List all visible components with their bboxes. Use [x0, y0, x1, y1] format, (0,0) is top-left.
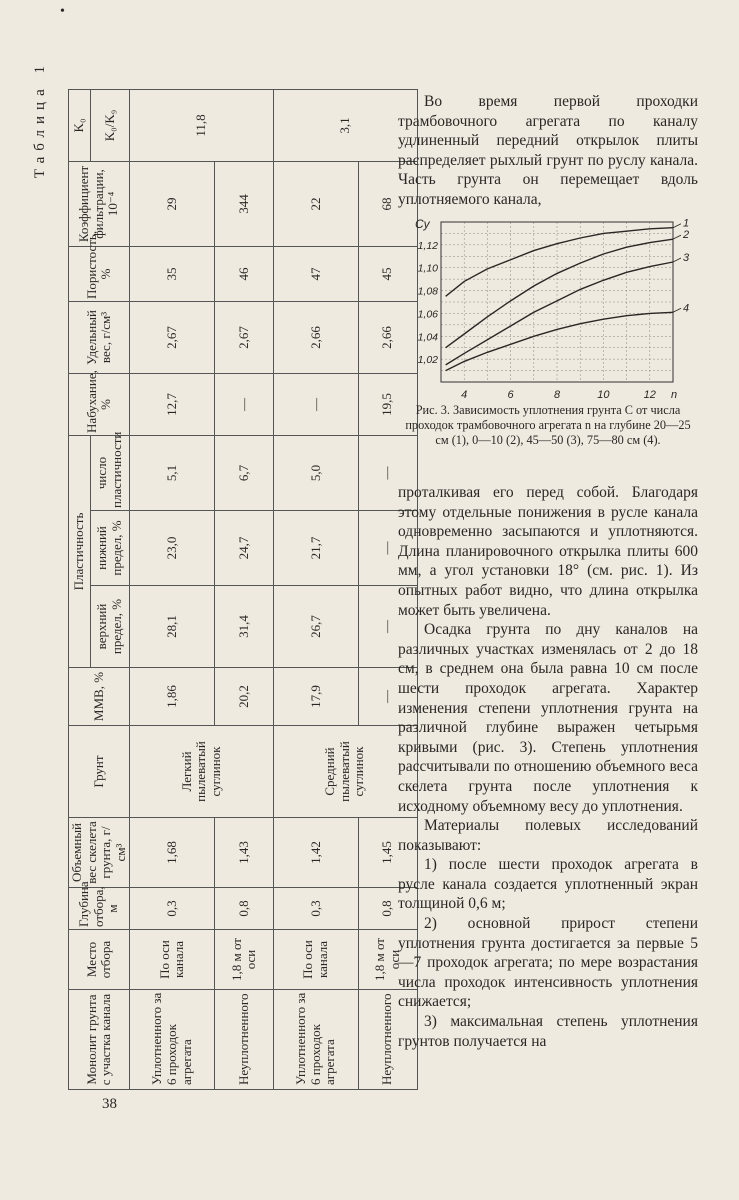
header-upper-limit: верхний предел, % [90, 586, 130, 668]
table-row [215, 89, 274, 1089]
x-axis-label: n [671, 389, 678, 401]
y-tick-label: 1,08 [417, 285, 438, 298]
corner-mark: • [60, 4, 65, 19]
series-line-1 [446, 228, 673, 297]
cell-lower: — [358, 511, 417, 586]
soil-properties-table [68, 89, 418, 1090]
header-row-top [69, 89, 91, 1089]
header-k0-symbol: K₀ [69, 89, 91, 161]
table-caption: Таблица 1 [32, 60, 48, 179]
y-tick-label: 1,02 [417, 354, 438, 367]
figure-caption: Рис. 3. Зависимость уплотнения грунта C от числа проходок трамбовочного агрегата n на глубине 20—25 см (1), 0—10 (2), 45—50 (3), 75—80 см (4). [405, 403, 691, 447]
cell-specific-weight: 2,67 [215, 301, 274, 373]
cell-upper: 26,7 [273, 586, 358, 668]
header-porosity: Пористость, % [69, 246, 130, 301]
cell-swelling: — [273, 373, 358, 435]
rotated-table-block [32, 60, 412, 1090]
cell-density: 1,42 [273, 818, 358, 888]
y-tick-label: 1,06 [417, 308, 438, 321]
cell-swelling: 19,5 [358, 373, 417, 435]
cell-specific-weight: 2,66 [273, 301, 358, 373]
cell-place: 1,8 м от оси [358, 930, 417, 990]
list-item: 2) основной прирост степени уплотнения грунта достигается за первые 5—7 проходок агрегата; по мере возрастания числа проходок интенсивность уплотнения снижается; [398, 915, 698, 1011]
header-density: Объемный вес скелета грунта, г/см³ [69, 818, 130, 888]
header-mmv: ММВ, % [69, 668, 130, 726]
cell-place: По оси канала [130, 930, 215, 990]
cell-lower: 21,7 [273, 511, 358, 586]
series-line-4 [446, 312, 673, 370]
text-top [398, 92, 698, 210]
header-plasticity-number: число пластичности [90, 435, 130, 510]
series-label-2: 2 [683, 229, 690, 242]
header-lower-limit: нижний предел, % [90, 511, 130, 586]
header-place: Место отбора [69, 930, 130, 990]
series-line-2 [446, 239, 673, 348]
series-leader-1 [673, 224, 681, 228]
cell-upper: 28,1 [130, 586, 215, 668]
cell-density: 1,43 [215, 818, 274, 888]
x-tick-label: 10 [597, 389, 610, 401]
cell-depth: 0,3 [130, 888, 215, 930]
cell-specific-weight: 2,66 [358, 301, 417, 373]
y-tick-label: 1,10 [417, 262, 438, 275]
cell-porosity: 45 [358, 246, 417, 301]
header-soil: Грунт [69, 726, 130, 818]
cell-k0: 11,8 [130, 89, 274, 161]
cell-mmv: 1,86 [130, 668, 215, 726]
y-axis-label: Cу [415, 217, 430, 231]
paragraph: Осадка грунта по дну каналов на различных участках изменялась от 2 до 18 см, в среднем она была равна 10 см после шести проходок агрегата. Характер изменения степени уплотнения грунта на различной глубине выражен четырьмя кривыми (рис. 3). Степень уплотнения рассчитывали по отношению объемного веса скелета грунта после уплотнения к исходному объемному весу до уплотнения. [398, 621, 698, 815]
text-main [398, 483, 698, 1051]
list-item: 1) после шести проходок агрегата в русле канала создается уплотненный экран толщиной 0,6 м; [398, 856, 698, 913]
cell-plasticity-number: 6,7 [215, 435, 274, 510]
x-tick-label: 12 [643, 389, 656, 401]
series-leader-3 [673, 258, 681, 262]
cell-specific-weight: 2,67 [130, 301, 215, 373]
cell-swelling: — [215, 373, 274, 435]
cell-place: По оси канала [273, 930, 358, 990]
cell-soil: Средний пылеватый суглинок [273, 726, 417, 818]
cell-density: 1,45 [358, 818, 417, 888]
y-tick-label: 1,12 [417, 239, 438, 252]
cell-lower: 24,7 [215, 511, 274, 586]
y-tick-label: 1,04 [417, 331, 438, 344]
figure-3-chart [405, 210, 705, 406]
cell-porosity: 47 [273, 246, 358, 301]
header-plasticity: Пластичность [69, 435, 91, 667]
cell-filtration: 344 [215, 161, 274, 246]
list-item: 3) максимальная степень уплотнения грунтов получается на [398, 1013, 698, 1050]
series-leader-2 [673, 235, 681, 239]
chart-series [446, 224, 681, 371]
cell-monolith: Неуплотненного [358, 990, 417, 1090]
header-depth: Глубина отбора, м [69, 888, 130, 930]
chart-grid [441, 222, 673, 382]
cell-k0: 3,1 [273, 89, 417, 161]
cell-monolith: Уплотненного за 6 проходок агрегата [273, 990, 358, 1090]
series-label-3: 3 [683, 252, 690, 264]
cell-soil: Легкий пылеватый суглинок [130, 726, 274, 818]
cell-plasticity-number: — [358, 435, 417, 510]
cell-lower: 23,0 [130, 511, 215, 586]
cell-density: 1,68 [130, 818, 215, 888]
x-tick-label: 6 [507, 389, 514, 401]
header-specific-weight: Удельный вес, г/см³ [69, 301, 130, 373]
cell-mmv: — [358, 668, 417, 726]
x-tick-label: 8 [553, 389, 561, 401]
cell-monolith: Неуплотненного [215, 990, 274, 1090]
cell-depth: 0,8 [358, 888, 417, 930]
series-label-4: 4 [683, 302, 690, 315]
cell-swelling: 12,7 [130, 373, 215, 435]
cell-mmv: 17,9 [273, 668, 358, 726]
cell-upper: — [358, 586, 417, 668]
cell-upper: 31,4 [215, 586, 274, 668]
header-monolith: Монолит грунта с участка канала [69, 990, 130, 1090]
header-swelling: Набухание, % [69, 373, 130, 435]
cell-filtration: 22 [273, 161, 358, 246]
table-row [273, 89, 358, 1089]
header-filtration: Коэффициент фильтрации, 10⁻⁴ [69, 161, 130, 246]
paragraph: проталкивая его перед собой. Благодаря этому отдельные понижения в русле канала одновременно засыпаются и уплотняются. Длина планировочного открылка плиты 600 мм, а угол установки 18° (см. рис. 1). Из опытных работ видно, что длина открылка может быть увеличена. [398, 484, 698, 619]
cell-plasticity-number: 5,0 [273, 435, 358, 510]
cell-depth: 0,3 [273, 888, 358, 930]
table-row [130, 89, 215, 1089]
series-leader-4 [673, 308, 681, 312]
cell-porosity: 46 [215, 246, 274, 301]
cell-porosity: 35 [130, 246, 215, 301]
series-label-1: 1 [683, 217, 690, 230]
cell-monolith: Уплотненного за 6 проходок агрегата [130, 990, 215, 1090]
cell-mmv: 20,2 [215, 668, 274, 726]
cell-depth: 0,8 [215, 888, 274, 930]
header-k0-ratio: K₀/K₉ [90, 89, 130, 161]
cell-place: 1,8 м от оси [215, 930, 274, 990]
cell-filtration: 68 [358, 161, 417, 246]
x-tick-label: 4 [461, 389, 468, 401]
paragraph: Во время первой проходки трамбовочного агрегата по каналу удлиненный передний открылок плиты распределяет рыхлый грунт по руслу канала. Часть грунта он перемещает вдоль уплотняемого канала, [398, 93, 698, 208]
cell-filtration: 29 [130, 161, 215, 246]
cell-plasticity-number: 5,1 [130, 435, 215, 510]
page-number: 38 [102, 1096, 117, 1112]
paragraph: Материалы полевых исследований показывают: [398, 817, 698, 854]
